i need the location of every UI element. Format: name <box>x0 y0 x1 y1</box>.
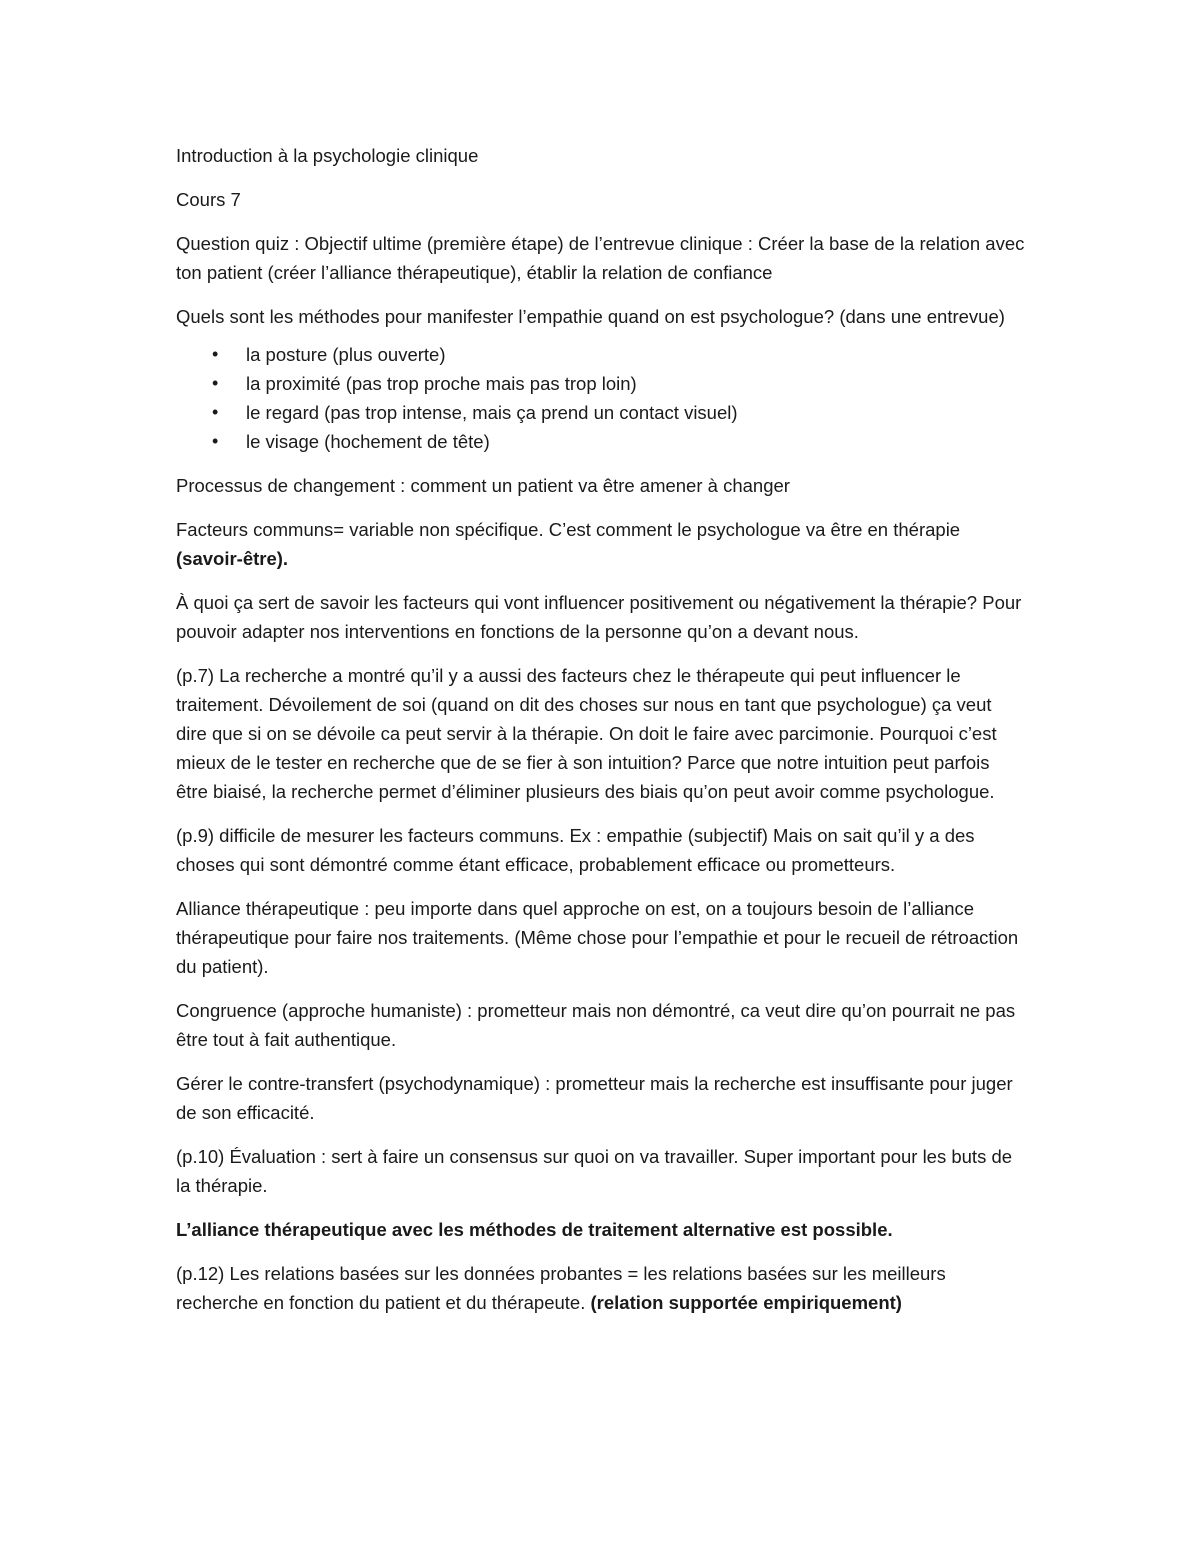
list-item <box>176 427 1026 456</box>
paragraph-p7-research: (p.7) La recherche a montré qu’il y a aussi des facteurs chez le thérapeute qui peut influencer le traitement. Dévoilement de soi (quand on dit des choses sur nous en tant que psychologue) ça veut dire que si on se dévoile ca peut servir à la thérapie. On doit le faire avec parcimonie. Pourquoi c’est mieux de le tester en recherche que de se fier à son intuition? Parce que notre intuition peut parfois être biaisé, la recherche permet d’éliminer plusieurs des biais qu’on peut avoir comme psychologue. <box>176 665 997 802</box>
list-item <box>176 369 1026 398</box>
savoir-etre-emphasis: (savoir-être). <box>176 548 289 569</box>
list-item-text: le regard (pas trop intense, mais ça prend un contact visuel) <box>246 402 738 423</box>
list-item-text: le visage (hochement de tête) <box>246 431 490 452</box>
course-number: Cours 7 <box>176 189 241 210</box>
paragraph-empathy-methods: Quels sont les méthodes pour manifester l’empathie quand on est psychologue? (dans une entrevue) <box>176 306 1005 327</box>
bullet-icon: • <box>212 344 219 364</box>
document-title: Introduction à la psychologie clinique <box>176 145 479 166</box>
list-item <box>176 340 1026 369</box>
paragraph-common-factors <box>176 515 1026 573</box>
empathy-methods-list <box>176 340 1026 456</box>
list-item-text: la proximité (pas trop proche mais pas trop loin) <box>246 373 637 394</box>
bullet-icon: • <box>212 431 219 451</box>
bullet-icon: • <box>212 373 219 393</box>
paragraph-p12-evidence-text: (p.12) Les relations basées sur les données probantes = les relations basées sur les meilleurs recherche en fonction du patient et du thérapeute. <box>176 1263 946 1313</box>
paragraph-common-factors-text: Facteurs communs= variable non spécifique. C’est comment le psychologue va être en thérapie <box>176 519 961 540</box>
paragraph-therapeutic-alliance: Alliance thérapeutique : peu importe dans quel approche on est, on a toujours besoin de l’alliance thérapeutique pour faire nos traitements. (Même chose pour l’empathie et pour le recueil de rétroaction du patient). <box>176 898 1019 977</box>
list-item-text: la posture (plus ouverte) <box>246 344 446 365</box>
paragraph-countertransference: Gérer le contre-transfert (psychodynamique) : prometteur mais la recherche est insuffisante pour juger de son efficacité. <box>176 1073 1013 1123</box>
paragraph-p10-evaluation: (p.10) Évaluation : sert à faire un consensus sur quoi on va travailler. Super important pour les buts de la thérapie. <box>176 1146 1013 1196</box>
paragraph-p12-evidence <box>176 1259 1026 1317</box>
bullet-icon: • <box>212 402 219 422</box>
paragraph-p9-measurement: (p.9) difficile de mesurer les facteurs communs. Ex : empathie (subjectif) Mais on sait qu’il y a des choses qui sont démontré comme étant efficace, probablement efficace ou prometteurs. <box>176 825 975 875</box>
document-page <box>176 141 1026 1332</box>
paragraph-quiz-question: Question quiz : Objectif ultime (première étape) de l’entrevue clinique : Créer la base de la relation avec ton patient (créer l’alliance thérapeutique), établir la relation de confiance <box>176 233 1025 283</box>
empirical-relation-emphasis: (relation supportée empiriquement) <box>590 1292 902 1313</box>
paragraph-congruence: Congruence (approche humaniste) : prometteur mais non démontré, ca veut dire qu’on pourrait ne pas être tout à fait authentique. <box>176 1000 1016 1050</box>
paragraph-change-process: Processus de changement : comment un patient va être amener à changer <box>176 475 790 496</box>
paragraph-factors-purpose: À quoi ça sert de savoir les facteurs qui vont influencer positivement ou négativement la thérapie? Pour pouvoir adapter nos interventions en fonctions de la personne qu’on a devant nous. <box>176 592 1022 642</box>
paragraph-alliance-alternative: L’alliance thérapeutique avec les méthodes de traitement alternative est possible. <box>176 1219 893 1240</box>
list-item <box>176 398 1026 427</box>
